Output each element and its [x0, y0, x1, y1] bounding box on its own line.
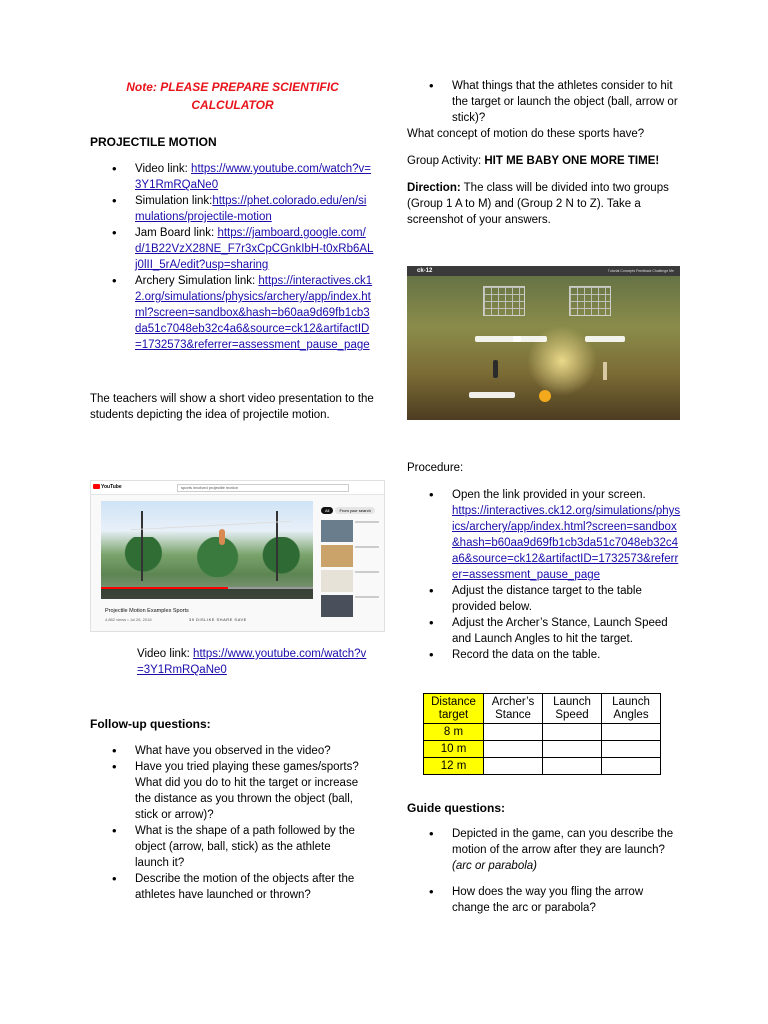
recommendations: [321, 501, 381, 617]
resource-links-list: [90, 161, 375, 353]
video-caption-link[interactable]: https://www.youtube.com/watch?v=3Y1RmRQaNe0: [137, 648, 367, 676]
jamboard-link[interactable]: https://jamboard.google.com/d/1B22VzX28NE_F7r3xCpCGnkIbH-t0xRb6ALj0lII_5rA/edit?usp=sharing: [135, 227, 374, 271]
link-label: Archery Simulation link:: [135, 275, 256, 287]
chip-from-search: From your search: [335, 507, 374, 514]
link-label: Simulation link:: [135, 195, 213, 207]
youtube-topbar: [91, 481, 384, 495]
guide-questions-heading: Guide questions:: [407, 801, 506, 815]
procedure-step-text: Open the link provided in your screen.: [452, 489, 646, 501]
video-caption: [137, 646, 367, 678]
list-item-jamboard-link: [90, 225, 375, 273]
video-player: [101, 501, 313, 599]
list-item-simulation-link: [90, 193, 375, 225]
thumbnail: [321, 570, 353, 592]
speed-slider: [513, 336, 547, 342]
graph-grid: [569, 286, 611, 316]
direction-label: Direction:: [407, 182, 461, 194]
table-row: [424, 741, 661, 758]
athletes-question: • What things that the athletes consider to hit the target or launch the object (ball, arrow or stick)?: [407, 78, 682, 126]
thumbnail: [321, 595, 353, 617]
target-figure: [603, 362, 607, 380]
table-cell[interactable]: [484, 724, 543, 741]
athlete-figure: [219, 529, 225, 545]
group-activity-label: Group Activity:: [407, 155, 485, 167]
followup-question: • Have you tried playing these games/sports? What did you do to hit the target or increase the distance as you thrown the object (ball, stick or arrow)?: [90, 759, 365, 823]
table-header-row: [424, 694, 661, 724]
column-header: Launch Speed: [543, 694, 602, 724]
fire-button-icon: [539, 390, 551, 402]
procedure-step: • Adjust the distance target to the table provided below.: [407, 583, 682, 615]
vault-bar: [131, 521, 291, 530]
video-title: Projectile Motion Examples Sports: [105, 608, 189, 614]
table-cell[interactable]: [484, 741, 543, 758]
distance-slider: [469, 392, 515, 398]
procedure-label: Procedure:: [407, 462, 464, 474]
list-item-archery-link: [90, 273, 375, 353]
column-header: Launch Angles: [602, 694, 661, 724]
chip-all: All: [321, 507, 333, 514]
table-cell[interactable]: [543, 758, 602, 775]
guide-question: • How does the way you fling the arrow change the arc or parabola?: [407, 884, 682, 916]
group-activity-title: HIT ME BABY ONE MORE TIME!: [484, 155, 660, 167]
direction: [407, 180, 682, 228]
table-cell: 8 m: [424, 724, 484, 741]
thumbnail: [321, 545, 353, 567]
ck12-logo: ck-12: [417, 268, 433, 274]
procedure-step: • Adjust the Archer’s Stance, Launch Speed and Launch Angles to hit the target.: [407, 615, 682, 647]
youtube-screenshot: [90, 480, 385, 632]
trees-background: [101, 537, 313, 577]
table-cell[interactable]: [484, 758, 543, 775]
left-column: [90, 78, 375, 423]
link-label: Jam Board link:: [135, 227, 215, 239]
guide-question: [407, 826, 682, 874]
table-cell[interactable]: [543, 724, 602, 741]
sim-menu: Tutorial Concepts Feedback Challenge Me: [607, 269, 674, 273]
table-cell[interactable]: [602, 758, 661, 775]
followup-question: • What is the shape of a path followed by the object (arrow, ball, stick) as the athlete launch it?: [90, 823, 365, 871]
table-cell: 12 m: [424, 758, 484, 775]
teacher-note: The teachers will show a short video presentation to the students depicting the idea of projectile motion.: [90, 393, 374, 421]
athletes-question-list: [407, 78, 682, 126]
procedure-link[interactable]: https://interactives.ck12.org/simulations/physics/archery/app/index.html?screen=sandbox&hash=b60aa9d69fb1cb3da51c7048eb32c4a6&source=ck12&artifactID=1732573&referrer=assessment_pause_page: [452, 505, 681, 581]
archery-simulation-link[interactable]: https://interactives.ck12.org/simulations/physics/archery/app/index.html?screen=sandbox&hash=b60aa9d69fb1cb3da51c7048eb32c4a6&source=ck12&artifactID=1732573&referrer=assessment_pause_page: [135, 275, 373, 351]
link-label: Video link:: [135, 163, 192, 175]
group-activity: [407, 153, 682, 169]
thumbnail: [321, 520, 353, 542]
graph-grid: [483, 286, 525, 316]
youtube-logo: YouTube: [93, 484, 122, 491]
table-row: [424, 758, 661, 775]
direction-text: The class will be divided into two groups (Group 1 A to M) and (Group 2 N to Z). Take a screenshot of your answers.: [407, 182, 669, 226]
data-table: [423, 693, 661, 775]
sim-header: [407, 266, 680, 276]
archer-figure: [493, 360, 498, 378]
angle-slider: [585, 336, 625, 342]
video-meta: 4,882 views • Jul 26, 2018: [105, 617, 152, 622]
video-caption-label: Video link:: [137, 648, 194, 660]
followup-heading: Follow-up questions:: [90, 717, 211, 731]
note-calculator: Note: PLEASE PREPARE SCIENTIFIC CALCULATOR: [126, 80, 339, 112]
column-header: Distance target: [424, 694, 484, 724]
archery-simulation-screenshot: [407, 266, 680, 420]
guide-question-hint: (arc or parabola): [452, 860, 538, 872]
table-cell[interactable]: [543, 741, 602, 758]
procedure-step: • Record the data on the table.: [407, 647, 682, 663]
vault-pole: [141, 511, 143, 581]
table-row: [424, 724, 661, 741]
procedure-steps: [407, 487, 682, 663]
followup-questions: [90, 743, 365, 903]
youtube-search-box: sports involved projectile motion: [177, 484, 349, 492]
table-cell: 10 m: [424, 741, 484, 758]
section-heading-projectile-motion: PROJECTILE MOTION: [90, 135, 217, 149]
video-link[interactable]: https://www.youtube.com/watch?v=3Y1RmRQaNe0: [135, 163, 371, 191]
simulation-link[interactable]: https://phet.colorado.edu/en/simulations/projectile-motion: [135, 195, 367, 223]
table-cell[interactable]: [602, 724, 661, 741]
procedure-step: [407, 487, 682, 583]
guide-question-text: Depicted in the game, can you describe the motion of the arrow after they are launch?: [452, 828, 674, 856]
column-header: Archer’s Stance: [484, 694, 543, 724]
guide-questions: [407, 826, 682, 916]
video-controls: [101, 589, 313, 599]
video-actions: 39 DISLIKE SHARE SAVE: [189, 617, 247, 622]
list-item-video-link: [90, 161, 375, 193]
table-cell[interactable]: [602, 741, 661, 758]
followup-question: • What have you observed in the video?: [90, 743, 365, 759]
concept-question: What concept of motion do these sports have?: [407, 128, 645, 140]
followup-question: • Describe the motion of the objects after the athletes have launched or thrown?: [90, 871, 365, 903]
